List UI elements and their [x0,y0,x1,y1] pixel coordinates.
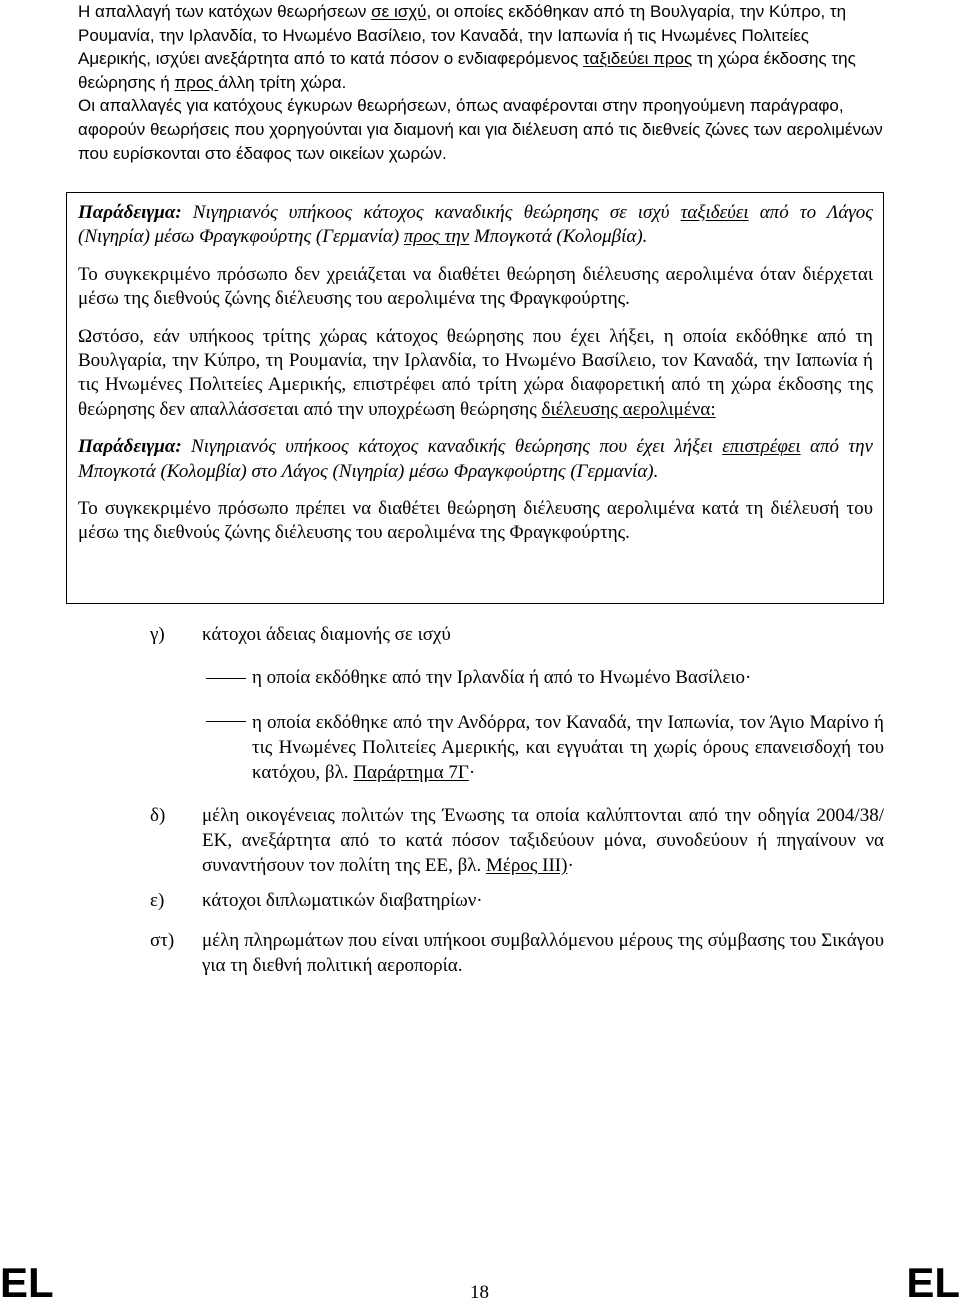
page-number: 18 [470,1282,489,1303]
list-marker: δ) [150,805,166,826]
list-marker: ε) [150,890,165,911]
paragraph-expired-visa: Ωστόσο, εάν υπήκοος τρίτης χώρας κάτοχος θεώρησης που έχει λήξει, η οποία εκδόθηκε από τη Βουλγαρία, την Κύπρο, τη Ρουμανία, την Ιρλανδία, το Ηνωμένο Βασίλειο, τον Καναδά, την Ιαπωνία ή τις Ηνωμένες Πολιτείες Αμερικής, επιστρέφει από τρίτη χώρα διαφορετική από τη χώρα έκδοσης της θεώρησης δεν απαλλάσσεται από την υποχρέωση θεώρησης διέλευσης αερολιμένα: [78,325,873,420]
underlined-term: προς [174,72,219,92]
language-code-right: EL [906,1259,960,1306]
list-item-e [0,888,960,913]
list-item-text: κάτοχοι διπλωματικών διαβατηρίων· [202,890,483,911]
example-expired-visa: Παράδειγμα: Νιγηριανός υπήκοος κάτοχος καναδικής θεώρησης που έχει λήξει επιστρέφει από την Μπογκοτά (Κολομβία) στο Λάγος (Νιγηρία) μέσω Φραγκφούρτης (Γερμανία). [78,436,873,482]
list-marker: γ) [150,624,165,645]
sublist-item-ireland-uk: η οποία εκδόθηκε από την Ιρλανδία ή από το Ηνωμένο Βασίλειο· [252,667,752,688]
list-item-g [0,622,960,647]
annex-link[interactable]: Παράρτημα 7Γ [353,762,469,783]
paragraph-scope: Οι απαλλαγές για κατόχους έγκυρων θεωρήσεων, όπως αναφέρονται στην προηγούμενη παράγραφο, αφορούν θεωρήσεις που χορηγούνται για διαμονή και για διέλευση από τις διεθνείς ζώνες των αερολιμένων που ευρίσκονται στο έδαφος των οικείων χωρών. [78,96,883,163]
example-label: Παράδειγμα: [78,202,182,223]
language-code-left: EL [0,1259,54,1306]
list-item-st [0,928,960,978]
example-label: Παράδειγμα: [78,436,182,458]
note-visa-needed: Το συγκεκριμένο πρόσωπο πρέπει να διαθέτει θεώρηση διέλευσης αερολιμένα κατά τη διέλευσή του μέσω της διεθνούς ζώνης διέλευσης του αερολιμένα της Φραγκφούρτης. [78,498,873,544]
examples-box [66,192,884,604]
sublist-item-other-countries: η οποία εκδόθηκε από την Ανδόρρα, τον Καναδά, την Ιαπωνία, τον Άγιο Μαρίνο ή τις Ηνωμένες Πολιτείες Αμερικής, και εγγυάται τη χωρίς όρους επανεισδοχή του κατόχου, βλ. Παράρτημα 7Γ· [252,712,884,783]
list-item-d: δ) μέλη οικογένειας πολιτών της Ένωσης τα οποία καλύπτονται από την οδηγία 2004/38/ΕΚ, ανεξάρτητα από το κατά πόσον ταξιδεύουν μόνα, συνοδεύουν ή πηγαίνουν να συναντήσουν τον πολίτη της ΕΕ, βλ. Μέρος ΙΙΙ)· [150,805,884,876]
note-no-visa-needed: Το συγκεκριμένο πρόσωπο δεν χρειάζεται να διαθέτει θεώρηση διέλευσης αερολιμένα όταν διέρχεται μέσω της διεθνούς ζώνης διέλευσης του αερολιμένα της Φραγκφούρτης. [78,263,873,310]
list-item-text: κάτοχοι άδειας διαμονής σε ισχύ [202,624,451,645]
list-marker: στ) [150,930,175,951]
underlined-term: σε ισχύ [371,2,427,21]
list-item-text: μέλη πληρωμάτων που είναι υπήκοοι συμβαλλόμενου μέρους της σύμβασης του Σικάγου για τη διεθνή πολιτική αεροπορία. [202,930,884,976]
underlined-term: ταξιδεύει προς [583,49,693,69]
part-link[interactable]: Μέρος ΙΙΙ) [486,855,568,876]
example-valid-visa: Παράδειγμα: Νιγηριανός υπήκοος κάτοχος καναδικής θεώρησης σε ισχύ ταξιδεύει από το Λάγος (Νιγηρία) μέσω Φραγκφούρτης (Γερμανία) προς την Μπογκοτά (Κολομβία). [78,202,873,248]
paragraph-exemption: Η απαλλαγή των κατόχων θεωρήσεων σε ισχύ, οι οποίες εκδόθηκαν από τη Βουλγαρία, την Κύπρο, τη Ρουμανία, την Ιρλανδία, το Ηνωμένο Βασίλειο, τον Καναδά, την Ιαπωνία ή τις Ηνωμένες Πολιτείες Αμερικής, ισχύει ανεξάρτητα από το κατά πόσον ο ενδιαφερόμενος ταξιδεύει προς τη χώρα έκδοσης της θεώρησης ή προς άλλη τρίτη χώρα. [78,2,856,92]
intro-text [78,0,884,165]
